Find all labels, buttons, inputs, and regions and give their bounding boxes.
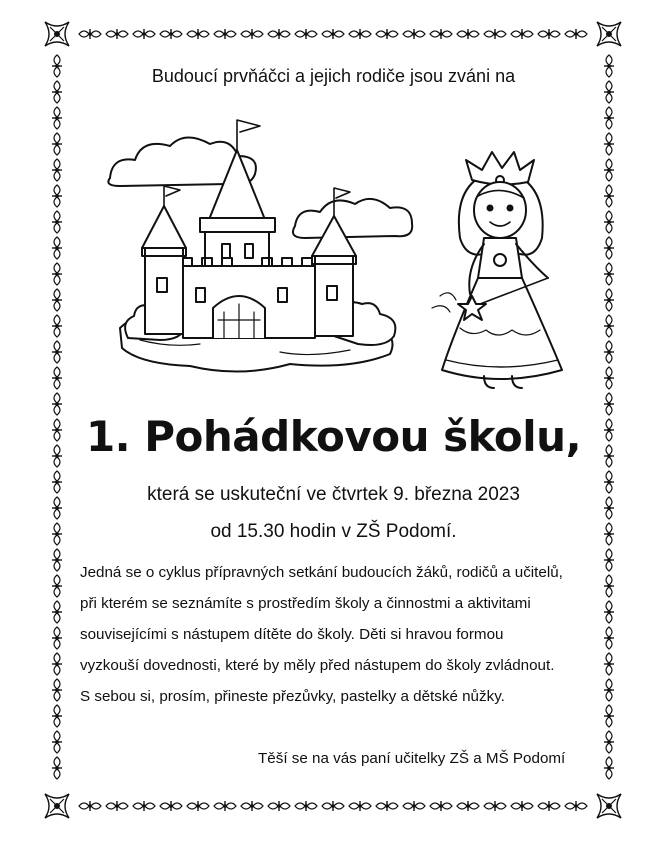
fairy-tale-illustration: [100, 108, 580, 398]
bring-items-text: S sebou si, prosím, přineste přezůvky, pastelky a dětské nůžky.: [80, 688, 505, 705]
description-line: vyzkouší dovednosti, které by měly před nástupem do školy zvládnout.: [80, 657, 555, 674]
princess-drawing: [432, 152, 562, 388]
description-line: souvisejícími s nástupem dítěte do školy. Děti si hravou formou: [80, 626, 504, 643]
date-line: která se uskuteční ve čtvrtek 9. března 2023: [147, 484, 520, 505]
description-line: při kterém se seznámíte s prostředím školy a činnostmi a aktivitami: [80, 595, 531, 612]
intro-text: Budoucí prvňáčci a jejich rodiče jsou zváni na: [151, 66, 516, 86]
time-place-line: od 15.30 hodin v ZŠ Podomí.: [210, 521, 457, 542]
description-line: Jedná se o cyklus přípravných setkání budoucích žáků, rodičů a učitelů,: [80, 564, 563, 581]
signoff-text: Těší se na vás paní učitelky ZŠ a MŠ Podomí: [258, 750, 566, 767]
description-paragraph: [80, 557, 600, 681]
event-title: 1. Pohádkovou školu,: [85, 412, 582, 461]
castle-drawing: [108, 120, 412, 372]
